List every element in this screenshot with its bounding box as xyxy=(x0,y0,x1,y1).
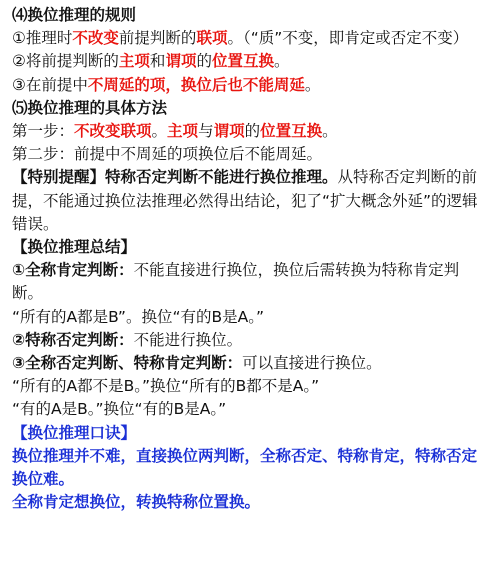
step-1-highlight: 位置互换 xyxy=(260,122,323,141)
rule-3-highlight: 不周延的项，换位后也不能周延 xyxy=(87,75,305,94)
rule-2-text: 和 xyxy=(149,52,166,71)
step-1-highlight: 不改变联项 xyxy=(74,122,152,141)
step-1-highlight: 主项 xyxy=(167,122,199,141)
summary-heading: 【换位推理总结】 xyxy=(12,238,137,257)
summary-item-2-label: ②特称否定判断： xyxy=(12,330,134,349)
rule-1-text: ①推理时 xyxy=(12,29,73,48)
rule-2-text: 。 xyxy=(273,52,290,71)
rule-2 xyxy=(12,50,490,73)
summary-item-1-text: 不能直接进行换位，换位后需转换为特称肯定判断。 xyxy=(12,261,460,303)
rule-3 xyxy=(12,74,490,97)
summary-item-2 xyxy=(12,329,490,352)
special-reminder-bold: 【特别提醒】特称否定判断不能进行换位推理。 xyxy=(12,168,338,187)
mnemonic-heading: 【换位推理口诀】 xyxy=(12,423,137,442)
special-reminder-text: 从特称否定判断的前提，不能通过换位法推理必然得出结论，犯了“扩大概念外延”的逻辑错误。 xyxy=(12,168,478,233)
mnemonic-line-2: 全称肯定想换位，转换特称位置换。 xyxy=(12,493,261,512)
special-reminder xyxy=(12,166,490,236)
step-1-label: 第一步： xyxy=(12,122,75,141)
rule-2-highlight-subject: 主项 xyxy=(118,52,150,71)
summary-item-1-example: “所有的A都是B”。换位“有的B是A。” xyxy=(12,307,264,326)
step-1-text: 。 xyxy=(151,122,168,141)
step-1-text: 与 xyxy=(198,122,214,141)
summary-item-3-label: ③全称否定判断、特称肯定判断： xyxy=(12,354,243,373)
step-1-text: 的 xyxy=(244,122,261,141)
step-1-highlight: 谓项 xyxy=(213,122,245,141)
section-4-heading: ⑷换位推理的规则 xyxy=(12,6,137,24)
step-1-text: 。 xyxy=(322,122,338,141)
summary-item-3 xyxy=(12,352,490,375)
summary-item-3-example-1: “所有的A都不是B。”换位“所有的B都不是A。” xyxy=(12,377,320,396)
rule-1-text: 。（“质”不变，即肯定或否定不变） xyxy=(227,29,469,48)
rule-2-text: ②将前提判断的 xyxy=(12,52,119,71)
summary-item-1-label: ①全称肯定判断： xyxy=(12,261,134,280)
rule-2-text: 的 xyxy=(196,52,212,71)
step-1 xyxy=(12,120,490,143)
rule-2-highlight-predicate: 谓项 xyxy=(165,52,197,71)
summary-item-3-text: 可以直接进行换位。 xyxy=(242,354,382,373)
rule-1 xyxy=(12,27,490,50)
rule-2-highlight-swap: 位置互换 xyxy=(211,52,274,71)
summary-item-1 xyxy=(12,259,490,305)
rule-1-highlight-unchanged: 不改变 xyxy=(72,29,119,48)
mnemonic-line-1: 换位推理并不难，直接换位两判断，全称否定、特称肯定，特称否定换位难。 xyxy=(12,446,478,489)
summary-item-2-text: 不能进行换位。 xyxy=(133,330,243,349)
section-5-heading: ⑸换位推理的具体方法 xyxy=(12,98,168,117)
step-2: 第二步：前提中不周延的项换位后不能周延。 xyxy=(12,145,323,164)
rule-3-text: ③在前提中 xyxy=(12,75,88,94)
rule-3-text: 。 xyxy=(304,75,321,94)
rule-1-highlight-copula: 联项 xyxy=(196,29,228,48)
rule-1-text: 前提判断的 xyxy=(118,29,197,48)
summary-item-3-example-2: “有的A是B。”换位“有的B是A。” xyxy=(12,400,227,419)
